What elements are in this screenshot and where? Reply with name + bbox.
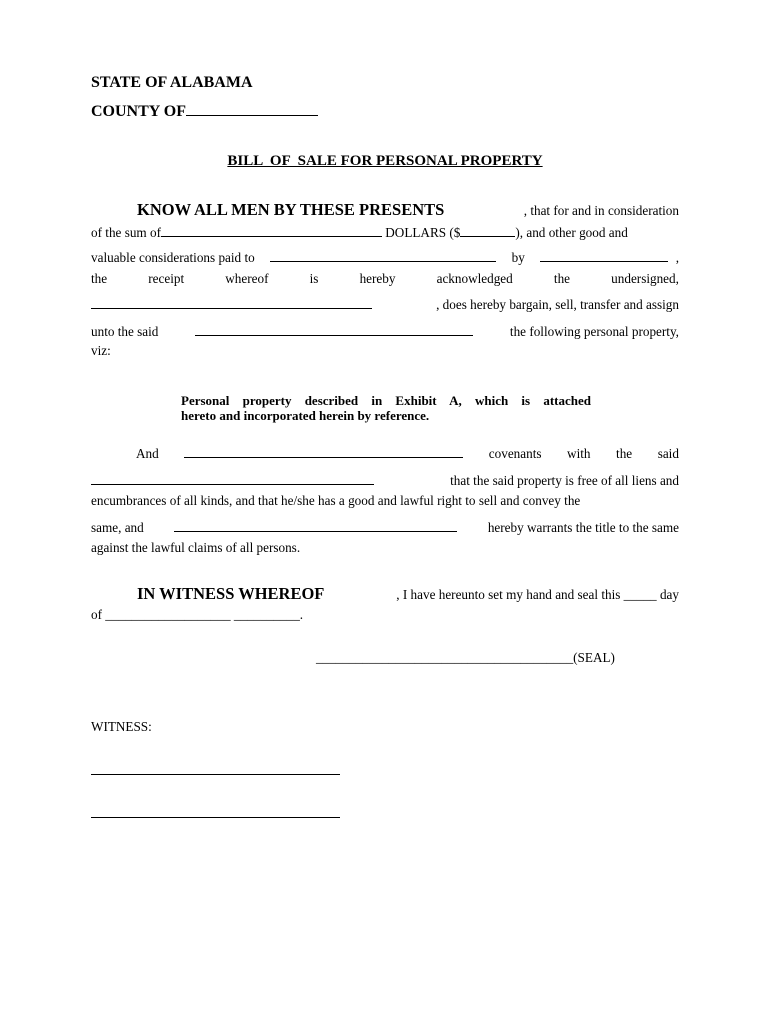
para2-line3: encumbrances of all kinds, and that he/she has a good and lawful right to sell and convey the bbox=[91, 493, 581, 508]
paid-to-label: valuable considerations paid to bbox=[91, 250, 255, 265]
paid-to-blank[interactable] bbox=[270, 249, 496, 262]
county-blank[interactable] bbox=[186, 101, 318, 116]
and-label: And bbox=[136, 446, 159, 461]
seller-blank[interactable] bbox=[184, 445, 463, 458]
seal-signature-line[interactable]: _______________________________________ bbox=[316, 650, 574, 665]
witness-label: WITNESS: bbox=[91, 719, 152, 734]
para1-line6 bbox=[91, 323, 679, 340]
know-all-men-lead: KNOW ALL MEN BY THESE PRESENTS bbox=[137, 200, 445, 219]
same-and-label: same, and bbox=[91, 520, 144, 535]
word: covenants bbox=[488, 446, 542, 461]
seal-signature bbox=[316, 650, 615, 666]
viz-label: viz: bbox=[91, 343, 111, 358]
warrants-title-label: hereby warrants the title to the same bbox=[487, 520, 679, 535]
exhibit-line2: hereto and incorporated herein by reference. bbox=[181, 408, 430, 423]
free-of-liens-label: that the said property is free of all liens and bbox=[450, 473, 679, 488]
para2-line2 bbox=[91, 472, 679, 489]
seal-label: (SEAL) bbox=[573, 650, 615, 665]
para1-line5 bbox=[91, 296, 679, 313]
para2-line1 bbox=[91, 445, 679, 462]
exhibit-line1: Personal property described in Exhibit A, which is attached bbox=[181, 393, 591, 408]
dollars-label: DOLLARS ($ bbox=[381, 225, 461, 240]
witness-signature-line-1[interactable] bbox=[91, 774, 340, 775]
unto-said-label: unto the said bbox=[91, 324, 159, 339]
other-good-label: ), and other good and bbox=[515, 225, 628, 240]
document-title: BILL OF SALE FOR PERSONAL PROPERTY bbox=[227, 153, 543, 169]
county-label: COUNTY OF bbox=[91, 103, 186, 120]
para1-line1 bbox=[91, 200, 679, 220]
word: undersigned, bbox=[611, 271, 679, 286]
witness-signature-line-2[interactable] bbox=[91, 817, 340, 818]
warrantor-blank[interactable] bbox=[174, 519, 457, 532]
word: acknowledged bbox=[436, 271, 513, 286]
following-property-label: the following personal property, bbox=[509, 324, 679, 339]
word: the bbox=[91, 271, 108, 286]
undersigned-blank[interactable] bbox=[91, 296, 372, 309]
word: said bbox=[657, 446, 679, 461]
word: is bbox=[309, 271, 319, 286]
word: hereby bbox=[359, 271, 396, 286]
witness-clause-tail: , I have hereunto set my hand and seal this _____ day bbox=[396, 587, 679, 602]
witness-clause-line1 bbox=[91, 584, 679, 604]
by-blank[interactable] bbox=[540, 249, 668, 262]
exhibit-reference bbox=[181, 393, 591, 423]
sum-of-label: of the sum of bbox=[91, 225, 161, 240]
word: the bbox=[616, 446, 633, 461]
para1-line2 bbox=[91, 224, 679, 241]
word: the bbox=[553, 271, 571, 286]
buyer-blank[interactable] bbox=[195, 323, 473, 336]
lawful-claims-text: against the lawful claims of all persons. bbox=[91, 540, 301, 555]
dollar-amount-blank[interactable] bbox=[460, 224, 515, 237]
word: receipt bbox=[148, 271, 185, 286]
county-heading bbox=[91, 101, 318, 121]
word: with bbox=[567, 446, 591, 461]
buyer-blank-2[interactable] bbox=[91, 472, 374, 485]
comma: , bbox=[675, 250, 679, 265]
para1-line3 bbox=[91, 249, 679, 266]
para1-line1-tail: , that for and in consideration bbox=[523, 203, 679, 218]
by-label: by bbox=[511, 250, 525, 265]
in-witness-lead: IN WITNESS WHEREOF bbox=[137, 584, 325, 603]
word: whereof bbox=[225, 271, 269, 286]
bargain-sell-label: , does hereby bargain, sell, transfer and assign bbox=[436, 297, 679, 312]
state-heading: STATE OF ALABAMA bbox=[91, 74, 253, 91]
sum-blank[interactable] bbox=[161, 224, 382, 237]
para1-line4 bbox=[91, 271, 679, 287]
witness-clause-line2: of ___________________ __________. bbox=[91, 607, 304, 622]
para2-line4 bbox=[91, 519, 679, 536]
